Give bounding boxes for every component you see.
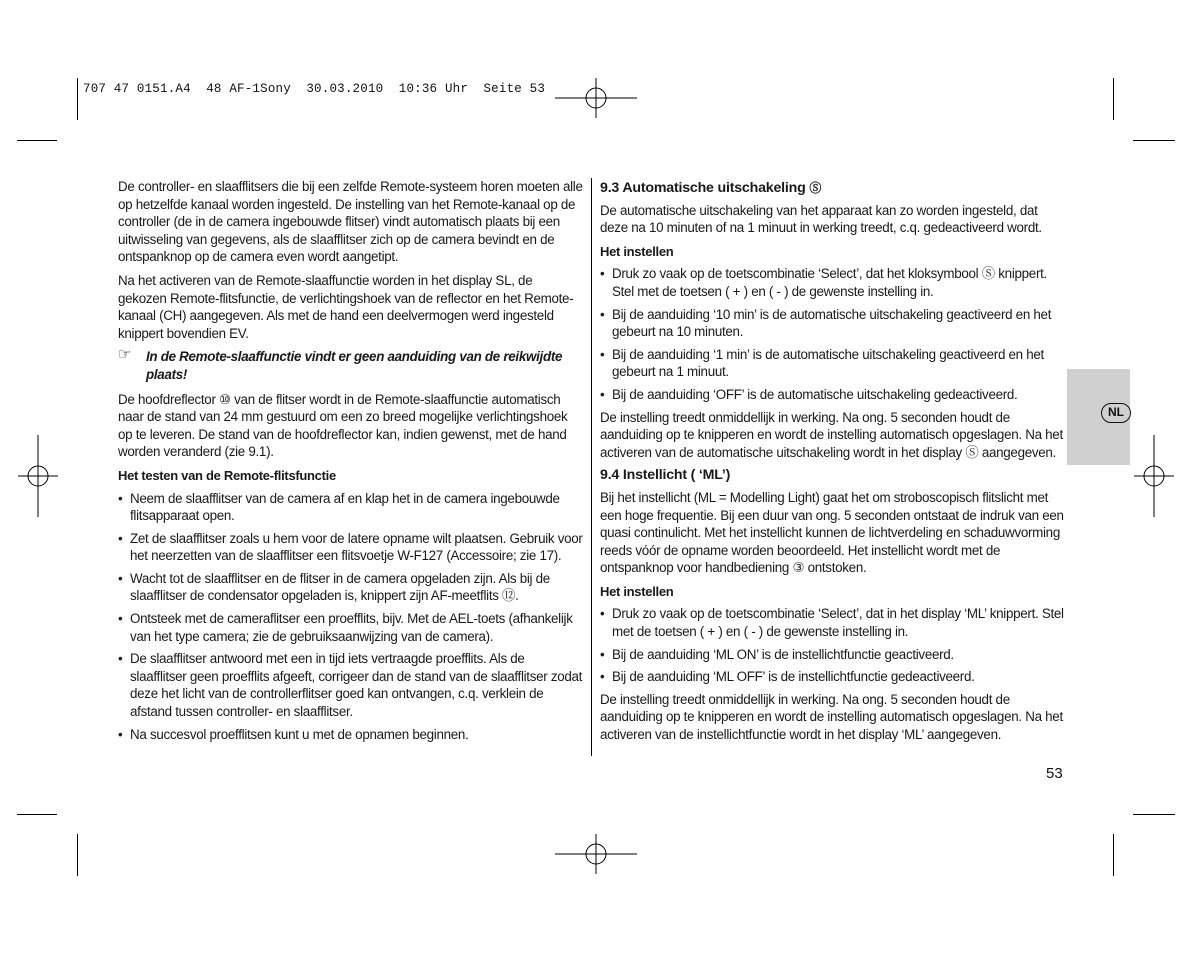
column-divider <box>591 178 592 756</box>
list-item: • De slaafflitser antwoord met een in tijd iets vertraagde proefflits. Als de slaafflitser geen proefflits afgeeft, corrigeer dan de stand van de slaafflitser zodat deze het licht van de controllerflitser goed kan ontvangen, c.q. verklein de afstand tussen controller- en slaafflitser. <box>118 651 583 720</box>
crop-mark <box>1133 140 1175 141</box>
bullet-list <box>600 265 1065 403</box>
list-item: • Ontsteek met de cameraflitser een proefflits, bijv. Met de AEL-toets (afhankelijk van het type camera; zie de gebruiksaanwijzing van de camera). <box>118 611 573 644</box>
bullet-icon: • <box>600 669 605 685</box>
paragraph: De instelling treedt onmiddellijk in werking. Na ong. 5 seconden houdt de aanduiding op te knipperen en wordt de instelling automatisch opgeslagen. Na het activeren van de instellichtfunctie wordt in het display ‘ML’ aangegeven. <box>600 691 1063 743</box>
bullet-icon: • <box>118 651 123 667</box>
bullet-icon: • <box>600 646 605 662</box>
bullet-list <box>600 605 1065 685</box>
page-number: 53 <box>1046 765 1063 782</box>
paragraph: De hoofdreflector ⑩ van de flitser wordt in de Remote-slaaffunctie automatisch naar de stand van 24 mm gestuurd om een zo breed mogelijke verlichtingshoek op te leveren. De stand van de hoofdreflector kan, indien gewenst, met de hand worden veranderd (zie 9.1). <box>118 391 568 460</box>
paragraph: Na het activeren van de Remote-slaaffunctie worden in het display SL, de gekozen Remote-flitsfunctie, de verlichtingshoek van de reflector en het Remote-kanaal (CH) aangegeven. Als met de hand een deelvermogen werd ingesteld knippert bovendien EV. <box>118 272 574 341</box>
clock-symbol-icon: Ⓢ <box>809 181 822 195</box>
language-tab-label: NL <box>1101 403 1131 423</box>
list-item: • Neem de slaafflitser van de camera af en klap het in de camera ingebouwde flitsapparaat open. <box>118 490 560 524</box>
section-heading-9-3: 9.3 Automatische uitschakeling Ⓢ <box>600 180 822 196</box>
left-column <box>118 178 584 748</box>
crop-mark <box>1133 814 1175 815</box>
bullet-icon: • <box>600 386 605 402</box>
bullet-icon: • <box>118 611 123 627</box>
bullet-icon: • <box>118 570 123 586</box>
bullet-icon: • <box>600 306 605 322</box>
list-item: • Bij de aanduiding ‘10 min’ is de automatische uitschakeling geactiveerd en het gebeurt na 10 minuten. <box>600 306 1052 340</box>
bullet-icon: • <box>600 346 605 362</box>
crop-mark <box>1113 78 1114 120</box>
bullet-icon: • <box>118 530 123 546</box>
subheading: Het instellen <box>600 243 674 259</box>
crop-mark <box>77 78 78 120</box>
registration-mark-bottom <box>555 834 637 874</box>
paragraph: De controller- en slaafflitsers die bij een zelfde Remote-systeem horen moeten alle op hetzelfde kanaal worden ingesteld. De instelling van het Remote-kanaal op de controller (de in de camera ingebouwde flitser) vindt automatisch plaats bij een uitwisseling van gegevens, als de slaafflitser zich op de camera bevindt en de ontspanknop op de camera even wordt aangetipt. <box>118 179 583 265</box>
list-item: • Bij de aanduiding ‘OFF’ is de automatische uitschakeling gedeactiveerd. <box>600 386 1018 402</box>
subheading: Het instellen <box>600 583 674 599</box>
list-item: • Bij de aanduiding ‘1 min’ is de automatische uitschakeling geactiveerd en het gebeurt na 1 minuut. <box>600 346 1044 380</box>
bullet-icon: • <box>118 490 123 506</box>
bullet-icon: • <box>118 726 123 742</box>
list-item: • Bij de aanduiding ‘ML ON’ is de instellichtfunctie geactiveerd. <box>600 646 954 662</box>
crop-mark <box>17 140 57 141</box>
note <box>118 348 584 383</box>
list-item: • Wacht tot de slaafflitser en de flitser in de camera opgeladen zijn. Als bij de slaafflitser de condensator opgeladen is, knippert zijn AF-meetflits ⑫. <box>118 570 550 604</box>
list-item: • Druk zo vaak op de toetscombinatie ‘Select’, dat in het display ‘ML’ knippert. Stel met de toetsen ( + ) en ( - ) de gewenste instelling in. <box>600 606 1064 640</box>
crop-mark <box>77 834 78 876</box>
crop-mark <box>1113 834 1114 876</box>
note-text: In de Remote-slaaffunctie vindt er geen aanduiding van de reikwijdte plaats! <box>146 349 563 382</box>
bullet-icon: • <box>600 606 605 622</box>
registration-mark-left <box>18 435 58 517</box>
list-item: • Zet de slaafflitser zoals u hem voor de latere opname wilt plaatsen. Gebruik voor het neerzetten van de slaafflitser een flitsvoetje W-F127 (Accessoire; zie 17). <box>118 530 583 564</box>
crop-mark <box>17 814 57 815</box>
paragraph: De automatische uitschakeling van het apparaat kan zo worden ingesteld, dat deze na 10 minuten of na 1 minuut in werking treedt, c.q. gedeactiveerd wordt. <box>600 202 1042 236</box>
print-slug-line: 707 47 0151.A4 48 AF-1Sony 30.03.2010 10:36 Uhr Seite 53 <box>83 82 546 96</box>
pointing-hand-icon: ☞ <box>118 346 132 364</box>
list-item: • Na succesvol proefflitsen kunt u met de opnamen beginnen. <box>118 726 469 742</box>
bullet-list <box>118 490 584 744</box>
registration-mark-right <box>1134 435 1174 517</box>
registration-mark-top <box>555 78 637 118</box>
paragraph: De instelling treedt onmiddellijk in werking. Na ong. 5 seconden houdt de aanduiding op te knipperen en wordt de instelling automatisch opgeslagen. Na het activeren van de automatische uitschakeling wordt in het display Ⓢ aangegeven. <box>600 409 1063 460</box>
list-item: • Druk zo vaak op de toetscombinatie ‘Select’, dat het kloksymbool Ⓢ knippert. Stel met de toetsen ( + ) en ( - ) de gewenste instelling in. <box>600 266 1047 299</box>
subheading: Het testen van de Remote-flitsfunctie <box>118 467 336 483</box>
bullet-icon: • <box>600 266 605 282</box>
paragraph: Bij het instellicht (ML = Modelling Light) gaat het om stroboscopisch flitslicht met een hoge frequentie. Bij een duur van ong. 5 seconden ontstaat de indruk van een quasi continulicht. Met het instellicht kunnen de lichtverdeling en schaduwvorming reeds vóór de opname worden beoordeeld. Het instellicht wordt met de ontspanknop voor handbediening ③ ontstoken. <box>600 489 1064 576</box>
list-item: • Bij de aanduiding ‘ML OFF’ is de instellichtfunctie gedeactiveerd. <box>600 669 975 685</box>
right-column <box>600 180 1065 750</box>
section-heading-9-4: 9.4 Instellicht ( ‘ML’) <box>600 467 731 484</box>
